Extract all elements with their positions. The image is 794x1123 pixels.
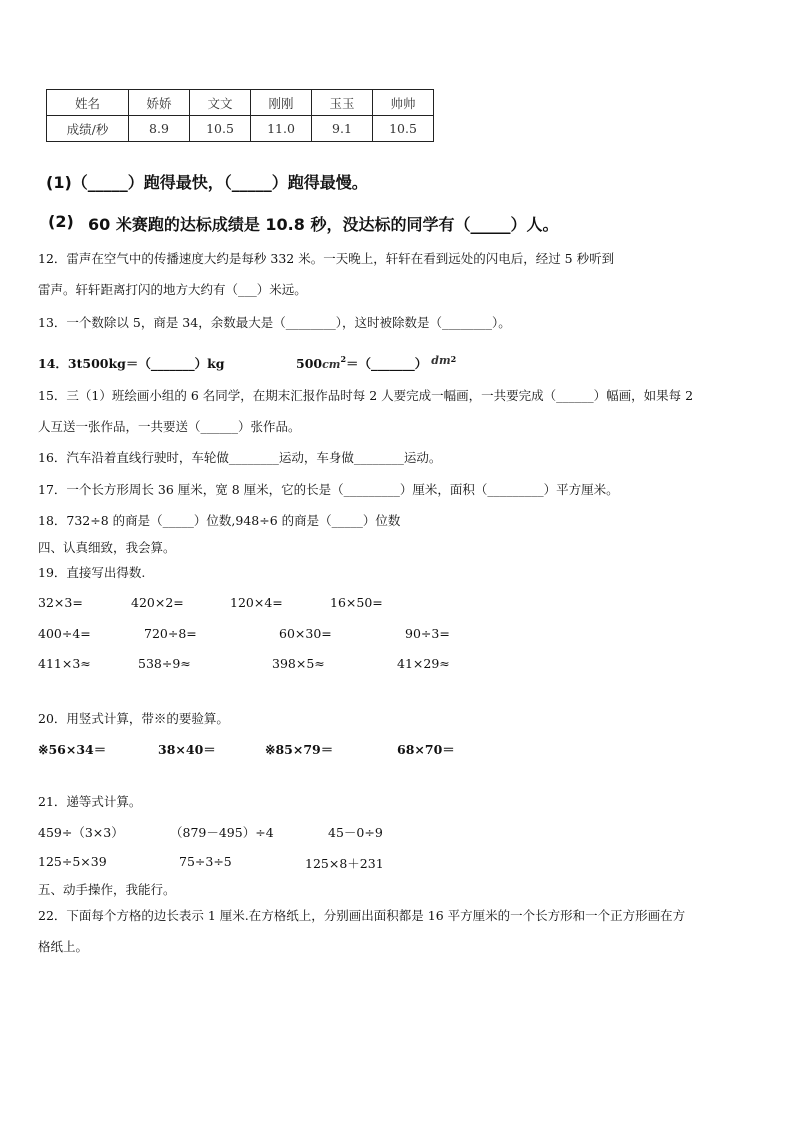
calc-item: 400÷4= (38, 626, 91, 641)
calc-item: ※85×79＝ (265, 742, 334, 757)
calc-item: 720÷8= (144, 626, 197, 641)
q19-title: 19．直接写出得数. (38, 565, 146, 580)
table-cell: 玉玉 (312, 90, 373, 116)
q18-text: 18．732÷8 的商是（_____）位数,948÷6 的商是（_____）位数 (38, 513, 401, 528)
table-cell: 刚刚 (251, 90, 312, 116)
calc-item: 459÷（3×3） (38, 825, 124, 840)
table-cell: 文文 (190, 90, 251, 116)
q17-text: 17．一个长方形周长 36 厘米，宽 8 厘米，它的长是（_________）厘米，面积（_________）平方厘米。 (38, 482, 619, 497)
q14-sup: 2 (450, 354, 457, 364)
calc-item: 60×30= (279, 626, 332, 641)
q12-line2: 雷声。轩轩距离打闪的地方大约有（___）米远。 (38, 282, 307, 297)
calc-item: 538÷9≈ (138, 656, 191, 671)
q11-part2-text: 60 米赛跑的达标成绩是 10.8 秒，没达标的同学有（_____）人。 (88, 215, 559, 234)
q21-title: 21．递等式计算。 (38, 794, 142, 809)
score-table (46, 89, 434, 142)
calc-item: 120×4= (230, 595, 283, 610)
section-heading: 四、认真细致，我会算。 (38, 540, 176, 555)
q14-sup: 2 (340, 354, 347, 364)
q11-part1: (1)（_____）跑得最快，（_____）跑得最慢。 (46, 173, 368, 192)
q14-unit-cm: cm (322, 358, 341, 371)
q20-title: 20．用竖式计算，带※的要验算。 (38, 711, 229, 726)
q14-left: 14．3t500kg＝（_______）kg (38, 356, 225, 371)
section-heading: 五、动手操作，我能行。 (38, 882, 176, 897)
q14-right (296, 354, 456, 372)
calc-item: 75÷3÷5 (179, 854, 232, 869)
q14-number: 500 (296, 356, 323, 371)
q15-line2: 人互送一张作品，一共要送（______）张作品。 (38, 419, 301, 434)
table-cell: 娇娇 (129, 90, 190, 116)
table-cell: 9.1 (312, 116, 373, 142)
q12-line1: 12．雷声在空气中的传播速度大约是每秒 332 米。一天晚上，轩轩在看到远处的闪电后，经过 5 秒听到 (38, 251, 615, 266)
table-cell: 10.5 (190, 116, 251, 142)
q11-part2-number: (2) (48, 212, 74, 231)
table-cell: 8.9 (129, 116, 190, 142)
calc-item: 68×70＝ (397, 742, 455, 757)
calc-item: 420×2= (131, 595, 184, 610)
calc-item: 90÷3= (405, 626, 450, 641)
calc-item: ※56×34＝ (38, 742, 107, 757)
calc-item: 125÷5×39 (38, 854, 107, 869)
table-cell: 11.0 (251, 116, 312, 142)
calc-item: 45－0÷9 (328, 825, 383, 840)
q13-text: 13．一个数除以 5，商是 34，余数最大是（________），这时被除数是（________）。 (38, 315, 511, 330)
calc-item: 125×8＋231 (305, 856, 384, 871)
calc-item: 41×29≈ (397, 656, 450, 671)
q22-line2: 格纸上。 (38, 939, 89, 954)
calc-item: 398×5≈ (272, 656, 325, 671)
q14-middle: ＝（_______） (346, 356, 428, 371)
table-cell: 帅帅 (373, 90, 434, 116)
calc-item: （879－495）÷4 (170, 825, 274, 840)
q15-line1: 15．三（1）班绘画小组的 6 名同学，在期末汇报作品时每 2 人要完成一幅画，一共要完成（______）幅画，如果每 2 (38, 388, 694, 403)
q14-unit-dm: dm (431, 354, 451, 367)
calc-item: 32×3= (38, 595, 83, 610)
calc-item: 411×3≈ (38, 656, 91, 671)
calc-item: 16×50= (330, 595, 383, 610)
table-row (47, 116, 434, 142)
table-header-row (47, 90, 434, 116)
q22-line1: 22．下面每个方格的边长表示 1 厘米.在方格纸上，分别画出面积都是 16 平方厘米的一个长方形和一个正方形画在方 (38, 908, 686, 923)
calc-item: 38×40＝ (158, 742, 216, 757)
table-cell: 姓名 (47, 90, 129, 116)
q16-text: 16．汽车沿着直线行驶时，车轮做________运动，车身做________运动。 (38, 450, 442, 465)
table-cell: 成绩/秒 (47, 116, 129, 142)
table-cell: 10.5 (373, 116, 434, 142)
